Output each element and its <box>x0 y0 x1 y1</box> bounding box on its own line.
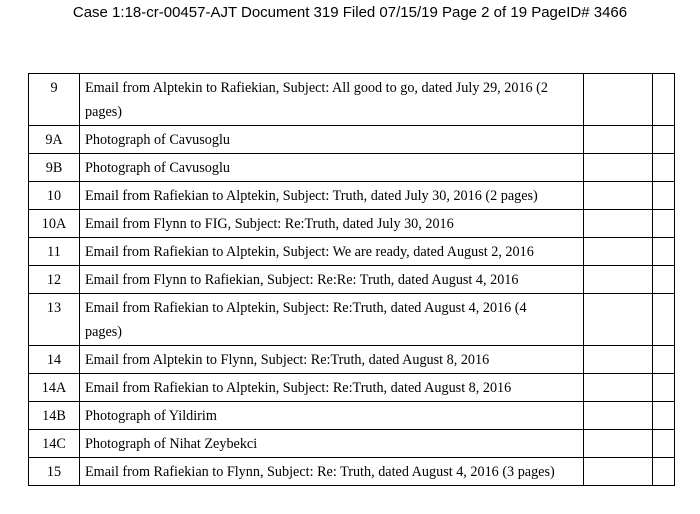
empty-cell <box>653 182 675 210</box>
table-row <box>29 210 675 238</box>
empty-cell <box>584 266 653 294</box>
empty-cell <box>584 458 653 486</box>
exhibit-description: Email from Flynn to FIG, Subject: Re:Truth, dated July 30, 2016 <box>80 210 584 238</box>
exhibit-description: Email from Alptekin to Rafiekian, Subject: All good to go, dated July 29, 2016 (2 pages) <box>80 74 584 126</box>
exhibit-number: 12 <box>29 266 80 294</box>
exhibit-number: 15 <box>29 458 80 486</box>
empty-cell <box>653 126 675 154</box>
exhibit-description: Email from Alptekin to Flynn, Subject: Re:Truth, dated August 8, 2016 <box>80 346 584 374</box>
exhibit-number: 14C <box>29 430 80 458</box>
exhibit-number: 9 <box>29 74 80 126</box>
exhibit-number: 14A <box>29 374 80 402</box>
empty-cell <box>584 346 653 374</box>
empty-cell <box>653 402 675 430</box>
table-row <box>29 74 675 126</box>
exhibit-number: 9A <box>29 126 80 154</box>
empty-cell <box>653 430 675 458</box>
exhibit-number: 10A <box>29 210 80 238</box>
empty-cell <box>653 346 675 374</box>
empty-cell <box>584 126 653 154</box>
empty-cell <box>584 402 653 430</box>
exhibit-number: 14B <box>29 402 80 430</box>
exhibit-number: 11 <box>29 238 80 266</box>
exhibit-table <box>28 73 675 486</box>
exhibit-number: 13 <box>29 294 80 346</box>
empty-cell <box>653 458 675 486</box>
table-row <box>29 458 675 486</box>
exhibit-number: 9B <box>29 154 80 182</box>
empty-cell <box>584 154 653 182</box>
empty-cell <box>653 210 675 238</box>
exhibit-description: Email from Rafiekian to Alptekin, Subject: Truth, dated July 30, 2016 (2 pages) <box>80 182 584 210</box>
empty-cell <box>584 182 653 210</box>
empty-cell <box>584 238 653 266</box>
exhibit-number: 14 <box>29 346 80 374</box>
exhibit-description: Email from Rafiekian to Alptekin, Subject: Re:Truth, dated August 8, 2016 <box>80 374 584 402</box>
table-row <box>29 154 675 182</box>
table-row <box>29 182 675 210</box>
empty-cell <box>653 154 675 182</box>
table-row <box>29 430 675 458</box>
exhibit-number: 10 <box>29 182 80 210</box>
table-row <box>29 266 675 294</box>
empty-cell <box>584 374 653 402</box>
empty-cell <box>653 74 675 126</box>
table-row <box>29 238 675 266</box>
table-row <box>29 126 675 154</box>
empty-cell <box>653 238 675 266</box>
exhibit-description: Email from Rafiekian to Alptekin, Subject: Re:Truth, dated August 4, 2016 (4 pages) <box>80 294 584 346</box>
empty-cell <box>653 294 675 346</box>
table-row <box>29 294 675 346</box>
empty-cell <box>584 430 653 458</box>
empty-cell <box>584 210 653 238</box>
exhibit-description: Email from Rafiekian to Flynn, Subject: Re: Truth, dated August 4, 2016 (3 pages) <box>80 458 584 486</box>
exhibit-description: Photograph of Nihat Zeybekci <box>80 430 584 458</box>
exhibit-description: Photograph of Cavusoglu <box>80 126 584 154</box>
page-header: Case 1:18-cr-00457-AJT Document 319 Filed 07/15/19 Page 2 of 19 PageID# 3466 <box>72 4 628 21</box>
empty-cell <box>584 294 653 346</box>
empty-cell <box>584 74 653 126</box>
exhibit-description: Email from Rafiekian to Alptekin, Subject: We are ready, dated August 2, 2016 <box>80 238 584 266</box>
exhibit-description: Photograph of Cavusoglu <box>80 154 584 182</box>
empty-cell <box>653 266 675 294</box>
empty-cell <box>653 374 675 402</box>
exhibit-description: Email from Flynn to Rafiekian, Subject: Re:Re: Truth, dated August 4, 2016 <box>80 266 584 294</box>
table-row <box>29 374 675 402</box>
exhibit-description: Photograph of Yildirim <box>80 402 584 430</box>
table-row <box>29 346 675 374</box>
table-row <box>29 402 675 430</box>
